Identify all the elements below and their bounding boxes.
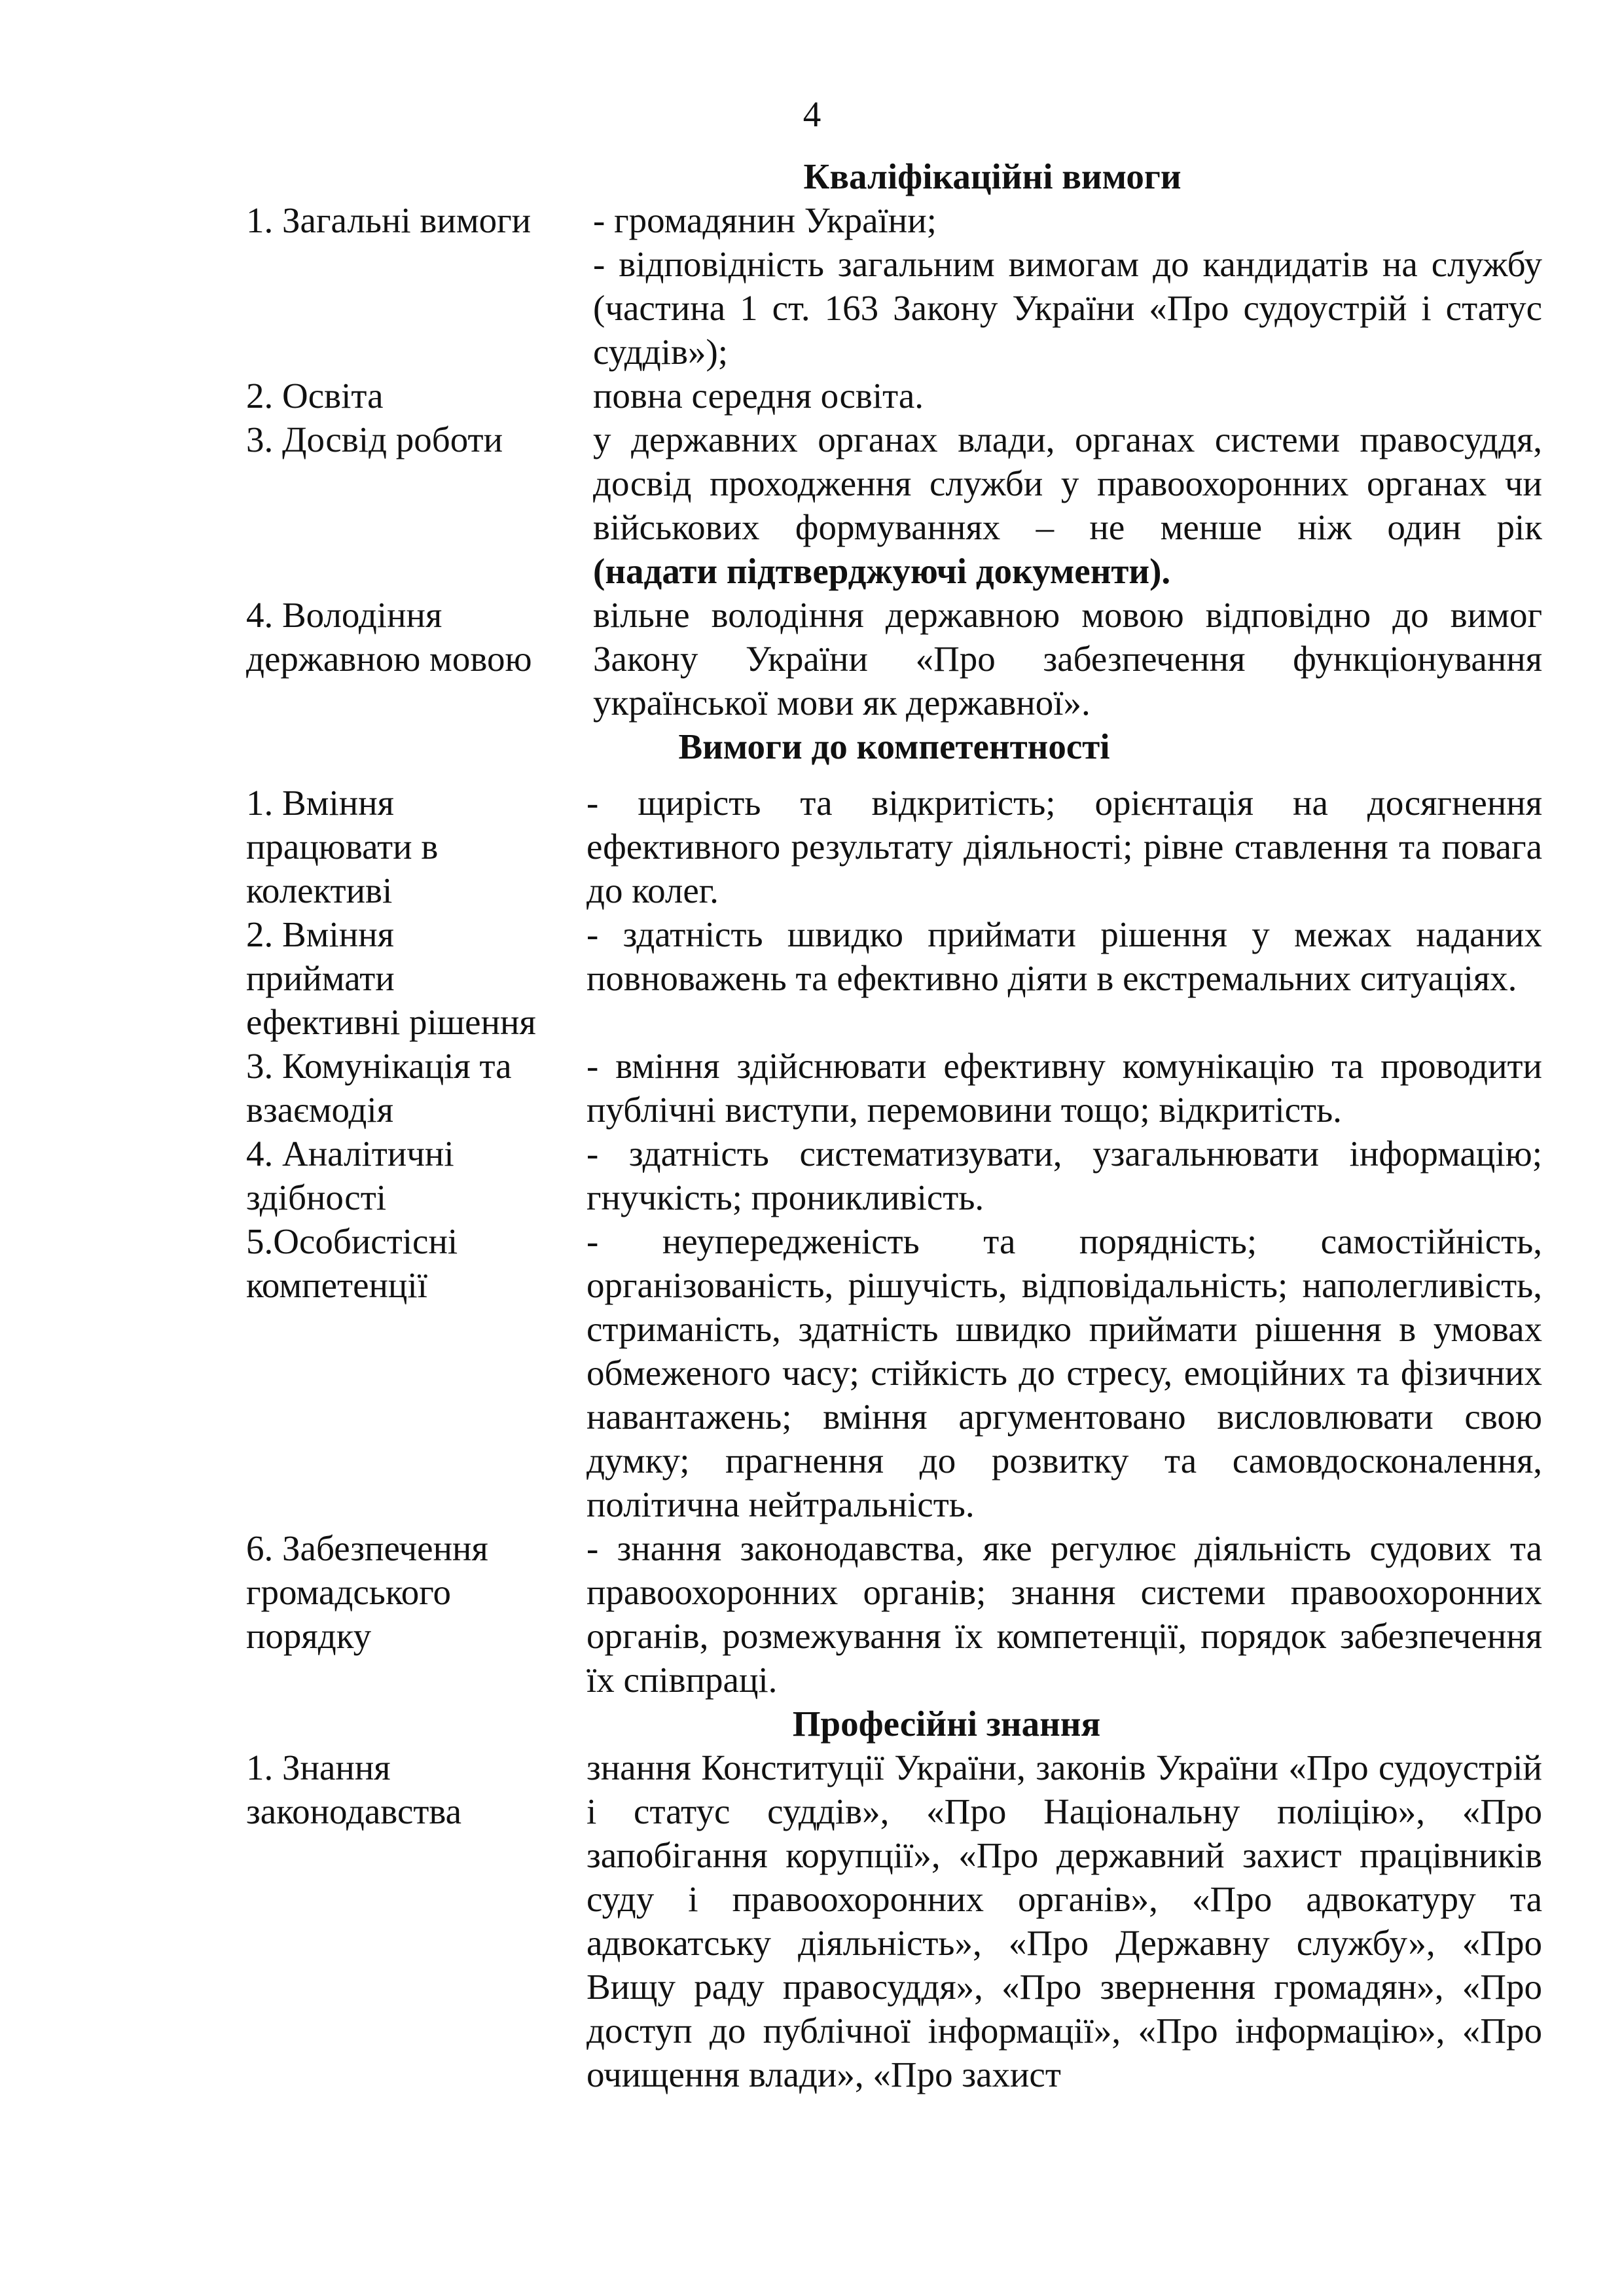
competence-section-title: Вимоги до компетентності — [678, 726, 1110, 766]
page-number: 4 — [803, 94, 821, 134]
row-label: 2. Вміння приймати ефективні рішення — [246, 914, 536, 1042]
competence-row-analytics — [246, 1132, 1542, 1219]
row-text: - щирість та відкритість; орієнтація на досягнення ефективного результату діяльності; рівне ставлення та повага до колег. — [586, 783, 1542, 910]
row-text: - громадянин України; — [593, 200, 937, 240]
row-label: 2. Освіта — [246, 376, 384, 416]
row-label: 4. Аналітичні здібності — [246, 1134, 454, 1217]
qualification-row-experience — [246, 418, 1542, 593]
row-label: 3. Досвід роботи — [246, 420, 503, 459]
row-text: повна середня освіта. — [593, 376, 924, 416]
document-body — [246, 154, 1542, 2096]
row-text: - неупередженість та порядність; самостійність, організованість, рішучість, відповідальність; наполегливість, стриманість, здатність швидко приймати рішення в умовах обмеженого часу; стійкість до стресу, емоційних та фізичних навантажень; вміння аргументовано висловлювати свою думку; прагнення до розвитку та самовдосконалення, політична нейтральність. — [586, 1221, 1542, 1524]
row-label: 6. Забезпечення громадського порядку — [246, 1528, 488, 1656]
row-label: 4. Володіння державною мовою — [246, 595, 532, 679]
professional-row-legislation — [246, 1746, 1542, 2096]
row-text: - здатність швидко приймати рішення у межах наданих повноважень та ефективно діяти в екстремальних ситуаціях. — [586, 914, 1542, 998]
row-text-continued: - відповідність загальним вимогам до кандидатів на службу (частина 1 ст. 163 Закону України «Про судоустрій і статус суддів»); — [593, 244, 1542, 372]
row-label: 1. Загальні вимоги — [246, 200, 532, 240]
qualification-row-education — [246, 374, 1542, 418]
qualification-row-language — [246, 593, 1542, 725]
competence-row-public-order — [246, 1526, 1542, 1702]
row-text: - здатність систематизувати, узагальнювати інформацію; гнучкість; проникливість. — [586, 1134, 1542, 1217]
row-text-group — [573, 418, 1542, 593]
competence-row-communication — [246, 1044, 1542, 1132]
row-text: - вміння здійснювати ефективну комунікацію та проводити публічні виступи, перемовини тощо; відкритість. — [586, 1046, 1542, 1130]
row-text: - знання законодавства, яке регулює діяльність судових та правоохоронних органів; знання системи правоохоронних органів, розмежування їх компетенції, порядок забезпечення їх співпраці. — [586, 1528, 1542, 1700]
professional-section-title: Професійні знання — [792, 1704, 1101, 1744]
row-label: 1. Знання законодавства — [246, 1748, 462, 1831]
competence-row-personal — [246, 1219, 1542, 1526]
row-text-group — [573, 198, 1542, 374]
documents-note: (надати підтверджуючі документи). — [593, 551, 1171, 591]
row-text: у державних органах влади, органах системи правосуддя, досвід проходження служби у правоохоронних органах чи військових формуваннях – не менше ніж один рік — [593, 420, 1542, 547]
qualification-section-title: Кваліфікаційні вимоги — [803, 156, 1182, 196]
competence-row-teamwork — [246, 781, 1542, 912]
row-label: 1. Вміння працювати в колективі — [246, 783, 439, 910]
row-text: знання Конституції України, законів України «Про судоустрій і статус суддів», «Про Національну поліцію», «Про запобігання корупції», «Про державний захист працівників суду і правоохоронних органів», «Про адвокатуру та адвокатську діяльність», «Про Державну службу», «Про Вищу раду правосуддя», «Про звернення громадян», «Про доступ до публічної інформації», «Про інформацію», «Про очищення влади», «Про захист — [586, 1748, 1542, 2094]
row-label: 3. Комунікація та взаємодія — [246, 1046, 512, 1130]
competence-row-decisions — [246, 912, 1542, 1044]
qualification-row-general — [246, 198, 1542, 374]
row-text: вільне володіння державною мовою відповідно до вимог Закону України «Про забезпечення функціонування української мови як державної». — [593, 595, 1542, 723]
row-label: 5.Особистісні компетенції — [246, 1221, 458, 1305]
